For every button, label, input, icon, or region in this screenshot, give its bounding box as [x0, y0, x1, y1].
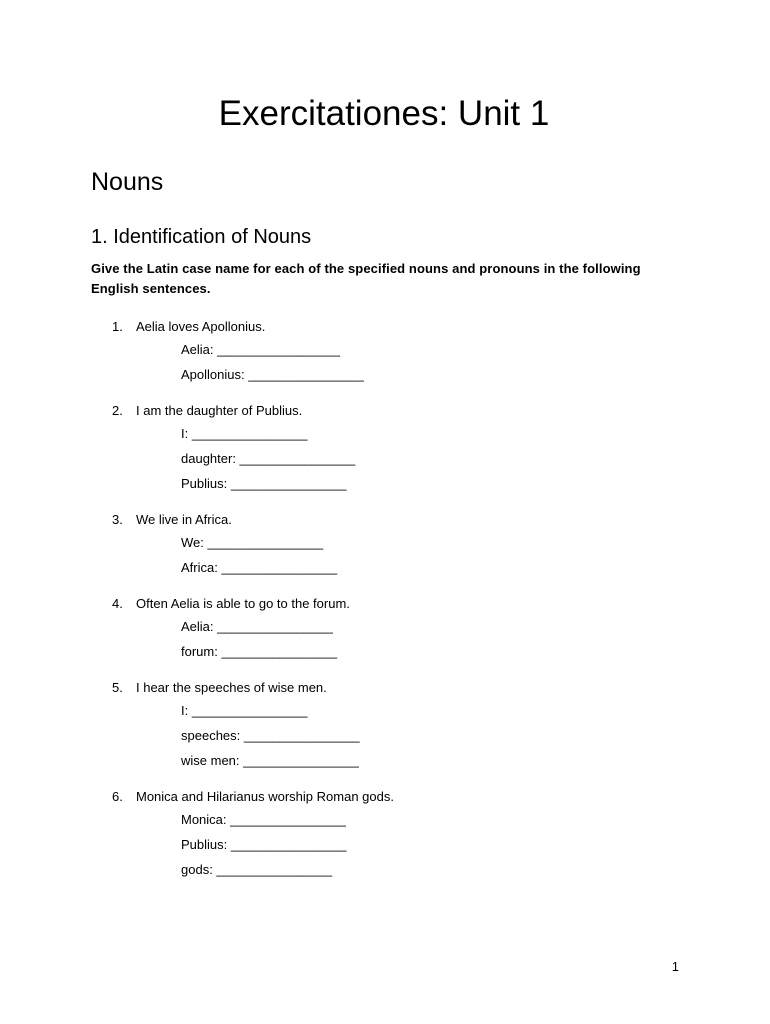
exercise-item-2: [0, 401, 770, 496]
answer-blank: I: ________________: [181, 703, 308, 718]
exercise-sentence: Monica and Hilarianus worship Roman gods.: [136, 789, 394, 804]
section-heading: Nouns: [91, 168, 164, 196]
answer-blank: Apollonius: ________________: [181, 367, 364, 382]
answer-blank: Aelia: _________________: [181, 342, 341, 357]
answer-blank: forum: ________________: [181, 644, 338, 659]
exercise-item-4: [0, 594, 770, 664]
exercise-number: 6.: [112, 789, 123, 804]
page-title: Exercitationes: Unit 1: [218, 94, 550, 133]
answer-blank: gods: ________________: [181, 862, 333, 877]
exercise-sentence: I am the daughter of Publius.: [136, 403, 303, 418]
answer-blank: Publius: ________________: [181, 476, 347, 491]
exercise-number: 3.: [112, 512, 123, 527]
exercise-item-3: [0, 510, 770, 580]
exercise-item-1: [0, 317, 770, 387]
answer-blank: speeches: ________________: [181, 728, 360, 743]
page-number: 1: [671, 959, 679, 974]
exercise-sentence: We live in Africa.: [136, 512, 232, 527]
answer-blank: Aelia: ________________: [181, 619, 333, 634]
instructions-text: Give the Latin case name for each of the specified nouns and pronouns in the following English sentences.: [91, 261, 641, 296]
subsection-heading: 1. Identification of Nouns: [91, 226, 312, 248]
answer-blank: Monica: ________________: [181, 812, 346, 827]
answer-blank: Africa: ________________: [181, 560, 338, 575]
answer-blank: We: ________________: [181, 535, 324, 550]
exercise-number: 5.: [112, 680, 123, 695]
answer-blank: wise men: ________________: [181, 753, 359, 768]
exercise-item-5: [0, 678, 770, 773]
exercise-list: [0, 317, 770, 896]
exercise-sentence: Often Aelia is able to go to the forum.: [136, 596, 350, 611]
exercise-sentence: Aelia loves Apollonius.: [136, 319, 266, 334]
exercise-item-6: [0, 787, 770, 882]
answer-blank: I: ________________: [181, 426, 308, 441]
exercise-number: 4.: [112, 596, 123, 611]
exercise-number: 1.: [112, 319, 123, 334]
answer-blank: Publius: ________________: [181, 837, 347, 852]
exercise-sentence: I hear the speeches of wise men.: [136, 680, 327, 695]
answer-blank: daughter: ________________: [181, 451, 356, 466]
exercise-number: 2.: [112, 403, 123, 418]
